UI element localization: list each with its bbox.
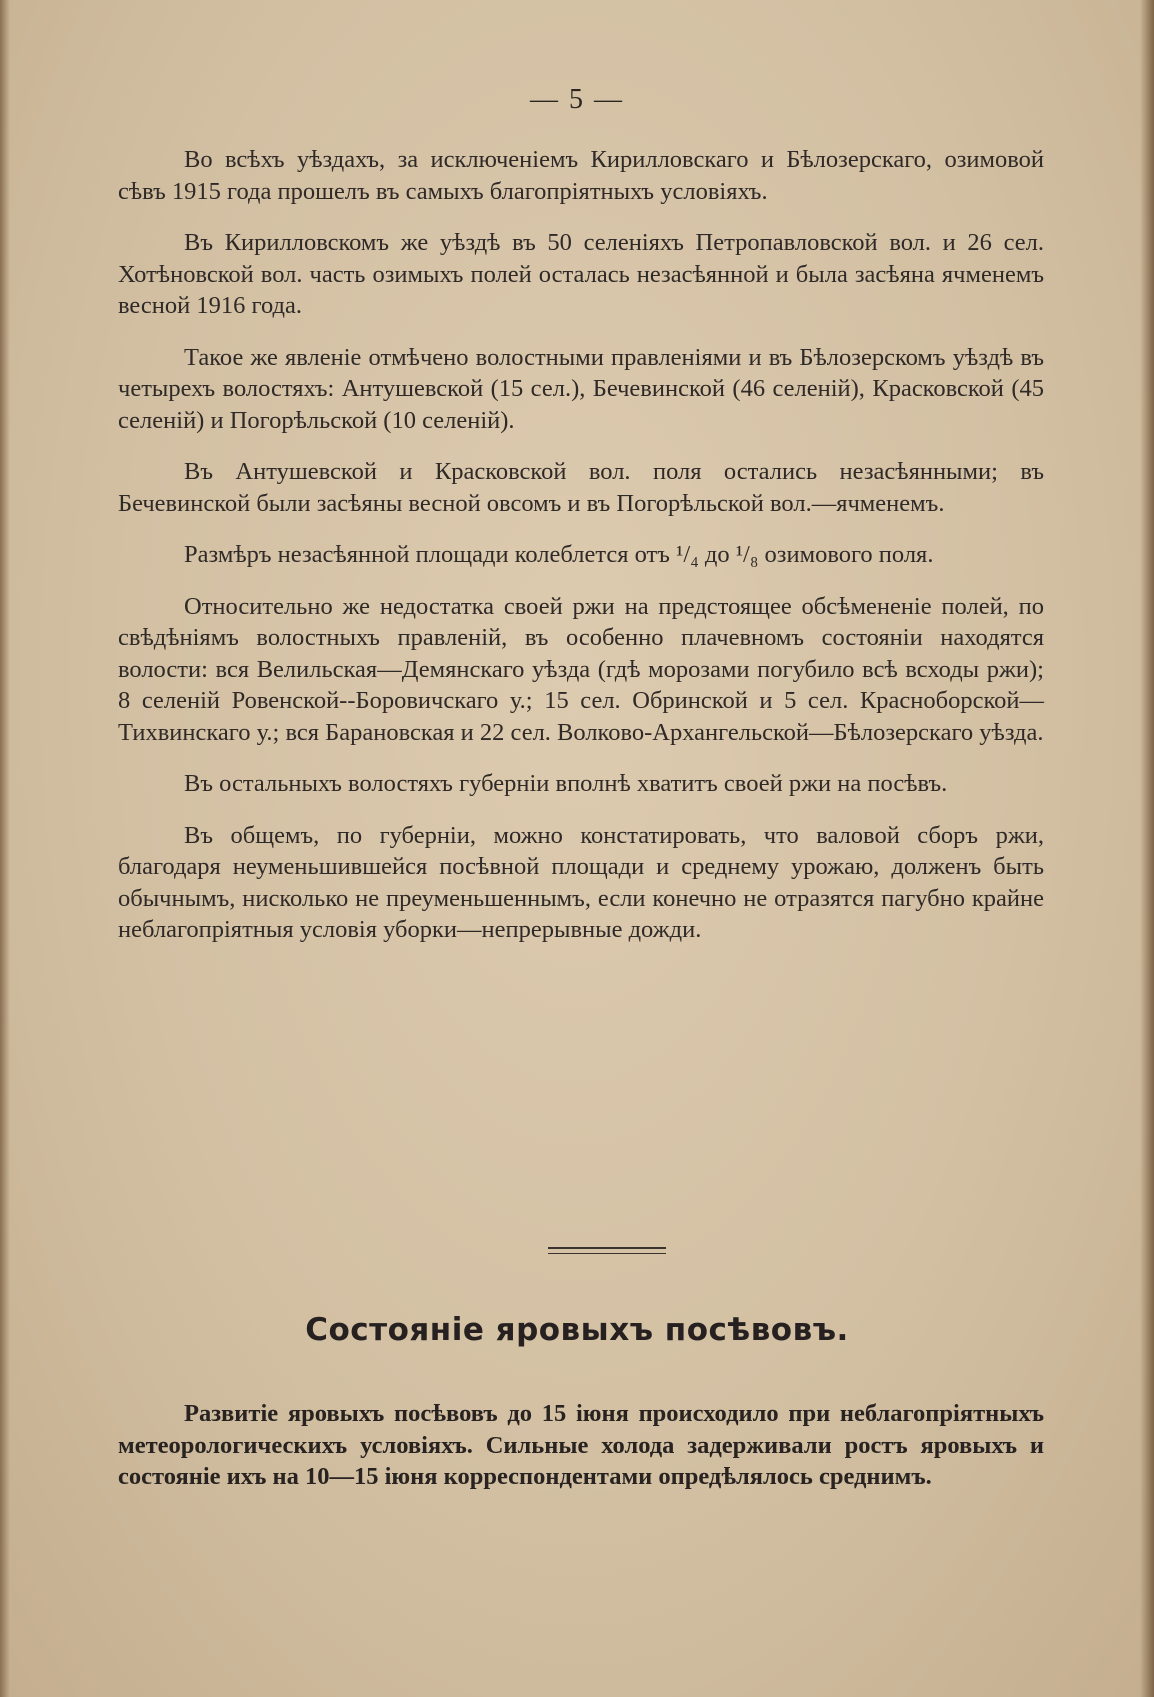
paragraph: Во всѣхъ уѣздахъ, за исключеніемъ Кирилловскаго и Бѣлозерскаго, озимовой сѣвъ 1915 года прошелъ въ самыхъ благопріятныхъ условіяхъ.	[118, 146, 1044, 205]
paragraph: Такое же явленіе отмѣчено волостными правленіями и въ Бѣлозерскомъ уѣздѣ въ четырехъ волостяхъ: Антушевской (15 сел.), Бечевинской (46 селеній), Красковской (45 селеній) и Погорѣльской (10 селеній).	[118, 343, 1044, 434]
section-heading: Состояніе яровыхъ посѣвовъ.	[305, 1312, 849, 1348]
page-edge-left	[0, 0, 10, 1697]
page-edge-right	[1140, 0, 1154, 1697]
section-divider	[548, 1253, 666, 1254]
section-divider	[548, 1247, 666, 1249]
paragraph: Въ общемъ, по губерніи, можно констатировать, что валовой сборъ ржи, благодаря неуменьшившейся посѣвной площади и среднему урожаю, долженъ быть обычнымъ, нисколько не преуменьшеннымъ, если конечно не отразятся пагубно крайне неблагопріятныя условія уборки—непрерывные дожди.	[118, 821, 1044, 943]
section-body	[118, 1398, 1044, 1513]
paragraph: Въ Антушевской и Красковской вол. поля остались незасѣянными; въ Бечевинской были засѣяны весной овсомъ и въ Погорѣльской вол.—ячменемъ.	[118, 458, 1044, 517]
paragraph: Въ Кирилловскомъ же уѣздѣ въ 50 селеніяхъ Петропавловской вол. и 26 сел. Хотѣновской вол. часть озимыхъ полей осталась незасѣянной и была засѣяна ячменемъ весной 1916 года.	[118, 229, 1044, 319]
body-text	[118, 144, 1044, 966]
paragraph: Въ остальныхъ волостяхъ губерніи вполнѣ хватитъ своей ржи на посѣвъ.	[184, 770, 948, 797]
paragraph: Размѣръ незасѣянной площади колеблется отъ ¹/₄ до ¹/₈ озимового поля.	[184, 541, 934, 568]
page-number: — 5 —	[530, 84, 624, 115]
section-paragraph: Развитіе яровыхъ посѣвовъ до 15 іюня происходило при неблагопріятныхъ метеорологическихъ условіяхъ. Сильные холода задерживали ростъ яровыхъ и состояніе ихъ на 10—15 іюня корреспондентами опредѣлялось среднимъ.	[118, 1400, 1044, 1490]
paragraph: Относительно же недостатка своей ржи на предстоящее обсѣмененіе полей, по свѣдѣніямъ волостныхъ правленій, въ особенно плачевномъ состояніи находятся волости: вся Велильская—Демянскаго уѣзда (гдѣ морозами погубило всѣ всходы ржи); 8 селеній Ровенской--Боровичскаго у.; 15 сел. Обринской и 5 сел. Красноборской—Тихвинскаго у.; вся Барановская и 22 сел. Волково-Архангельской—Бѣлозерскаго уѣзда.	[118, 592, 1044, 746]
